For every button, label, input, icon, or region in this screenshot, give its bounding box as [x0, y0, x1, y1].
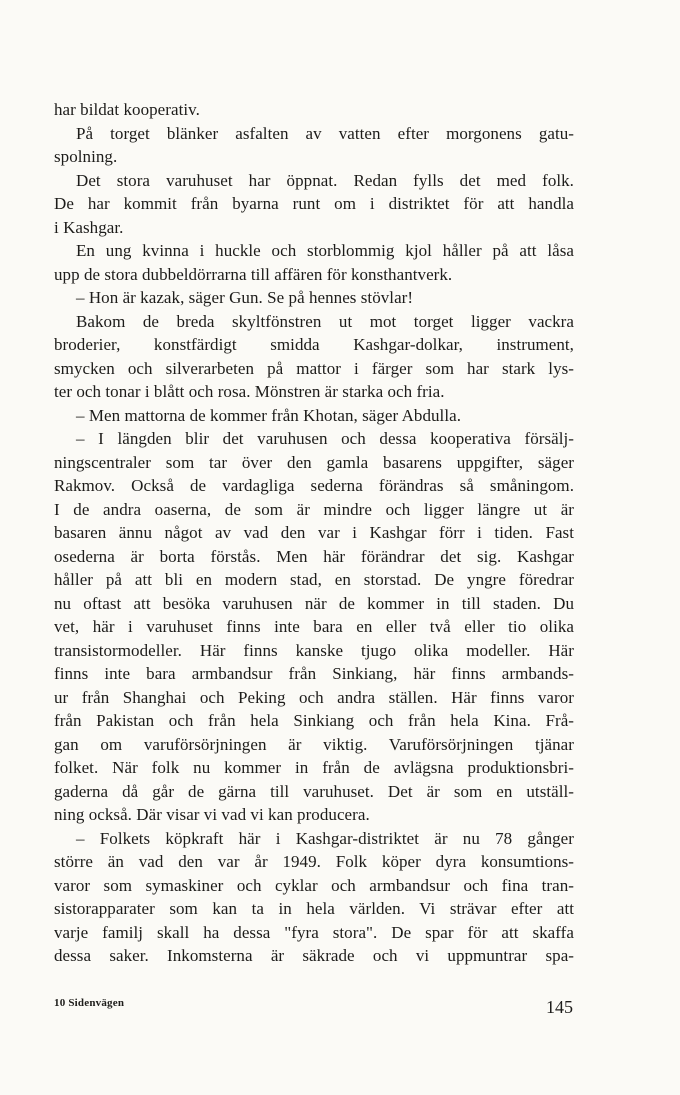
- text-line: De har kommit från byarna runt om i distriktet för att handla: [54, 194, 574, 213]
- text-line: större än vad den var år 1949. Folk köper dyra konsumtions-: [54, 852, 574, 871]
- text-line: från Pakistan och från hela Sinkiang och från hela Kina. Frå-: [54, 711, 574, 730]
- text-line: sistorapparater som kan ta in hela världen. Vi strävar efter att: [54, 899, 574, 918]
- text-line: gaderna då går de gärna till varuhuset. Det är som en utställ-: [54, 781, 574, 801]
- text-line: upp de stora dubbeldörrarna till affären för konsthantverk.: [54, 264, 453, 284]
- text-line: Rakmov. Också de vardagliga sederna förändras så småningom.: [54, 476, 574, 495]
- text-line: spolning.: [54, 147, 118, 166]
- text-line: vet, här i varuhuset finns inte bara en eller två eller tio olika: [54, 617, 574, 636]
- text-line: Det stora varuhuset har öppnat. Redan fylls det med folk.: [76, 170, 574, 190]
- text-line: En ung kvinna i huckle och storblommig kjol håller på att låsa: [76, 241, 574, 260]
- text-line: – Men mattorna de kommer från Khotan, säger Abdulla.: [76, 405, 461, 425]
- text-line: ning också. Där visar vi vad vi kan producera.: [54, 805, 370, 824]
- text-line: i Kashgar.: [54, 217, 124, 237]
- text-line: I de andra oaserna, de som är mindre och ligger längre ut är: [54, 499, 574, 519]
- signature-mark: 10 Sidenvägen: [54, 997, 125, 1009]
- text-line: På torget blänker asfalten av vatten efter morgonens gatu-: [76, 123, 574, 143]
- text-line: har bildat kooperativ.: [54, 100, 200, 119]
- text-line: osederna är borta förstås. Men här förändrar det sig. Kashgar: [54, 546, 574, 566]
- text-line: broderier, konstfärdigt smidda Kashgar-dolkar, instrument,: [54, 335, 574, 354]
- text-line: transistormodeller. Här finns kanske tjugo olika modeller. Här: [54, 640, 574, 660]
- text-line: basaren ännu något av vad den var i Kashgar förr i tiden. Fast: [54, 523, 574, 542]
- text-line: varje familj skall ha dessa "fyra stora". De spar för att skaffa: [54, 922, 574, 942]
- body-text: [54, 98, 574, 968]
- text-line: folket. När folk nu kommer in från de avlägsna produktionsbri-: [54, 758, 574, 777]
- text-line: – I längden blir det varuhusen och dessa kooperativa försälj-: [76, 429, 574, 448]
- text-line: smycken och silverarbeten på mattor i färger som har stark lys-: [54, 358, 574, 378]
- text-line: ur från Shanghai och Peking och andra ställen. Här finns varor: [54, 687, 574, 707]
- text-line: ningscentraler som tar över den gamla basarens uppgifter, säger: [54, 452, 574, 472]
- text-line: gan om varuförsörjningen är viktig. Varuförsörjningen tjänar: [54, 734, 574, 754]
- text-line: håller på att bli en modern stad, en storstad. De yngre föredrar: [54, 570, 574, 589]
- text-line: finns inte bara armbandsur från Sinkiang, här finns armbands-: [54, 664, 574, 683]
- text-line: dessa saker. Inkomsterna är säkrade och vi uppmuntrar spa-: [54, 946, 574, 965]
- text-line: varor som symaskiner och cyklar och armbandsur och fina tran-: [54, 875, 574, 895]
- text-line: Bakom de breda skyltfönstren ut mot torget ligger vackra: [76, 311, 574, 331]
- page-number: 145: [546, 997, 573, 1017]
- text-line: – Folkets köpkraft här i Kashgar-distriktet är nu 78 gånger: [76, 828, 574, 848]
- text-line: nu oftast att besöka varuhusen när de kommer in till staden. Du: [54, 593, 574, 613]
- text-line: – Hon är kazak, säger Gun. Se på hennes stövlar!: [76, 288, 414, 307]
- text-line: ter och tonar i blått och rosa. Mönstren är starka och fria.: [54, 382, 445, 401]
